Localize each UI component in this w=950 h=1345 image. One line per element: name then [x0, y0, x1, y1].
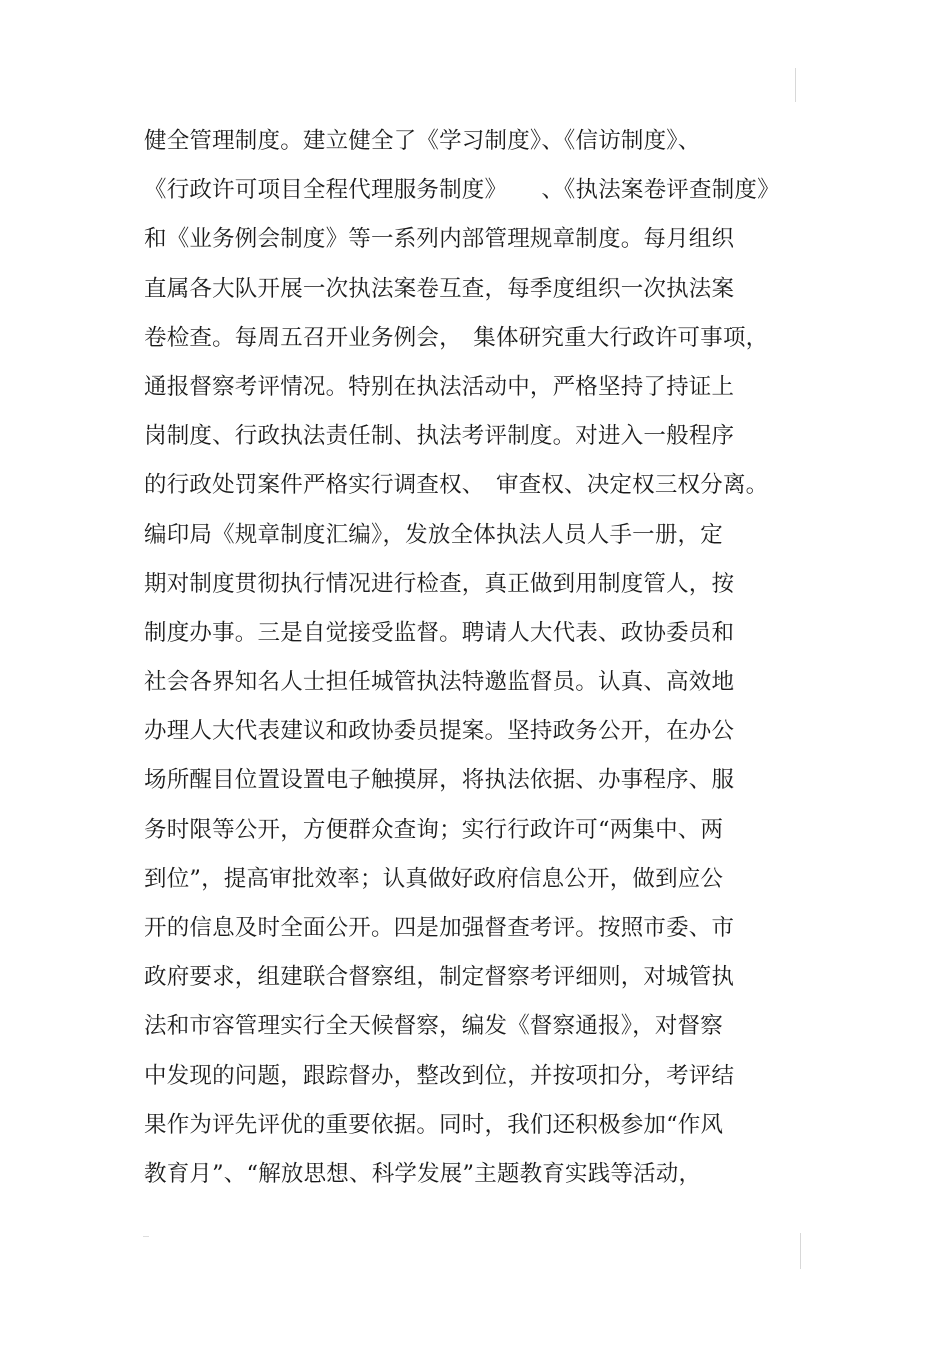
text-line: 法和市容管理实行全天候督察，编发《督察通报》，对督察 — [144, 1013, 723, 1040]
page-margin-mark-bottom — [800, 1233, 801, 1269]
text-line: 场所醒目位置设置电子触摸屏，将执法依据、办事程序、服 — [144, 767, 735, 794]
text-line: 果作为评先评优的重要依据。同时，我们还积极参加“作风 — [144, 1111, 724, 1138]
text-line: 编印局《规章制度汇编》，发放全体执法人员人手一册，定 — [144, 521, 723, 548]
text-line: 卷检查。每周五召开业务例会， 集体研究重大行政许可事项， — [144, 324, 769, 351]
page-margin-mark-top — [795, 68, 796, 102]
text-line: 期对制度贯彻执行情况进行检查，真正做到用制度管人，按 — [144, 570, 735, 597]
text-line: 直属各大队开展一次执法案卷互查，每季度组织一次执法案 — [144, 275, 735, 302]
text-line: 政府要求，组建联合督察组，制定督察考评细则，对城管执 — [144, 964, 735, 991]
text-line: 中发现的问题，跟踪督办，整改到位，并按项扣分，考评结 — [144, 1062, 735, 1089]
text-line: 务时限等公开，方便群众查询；实行行政许可“两集中、两 — [144, 816, 724, 843]
text-line: 制度办事。三是自觉接受监督。聘请人大代表、政协委员和 — [144, 619, 735, 646]
text-line: 办理人大代表建议和政协委员提案。坚持政务公开，在办公 — [144, 718, 735, 745]
text-line: 到位”，提高审批效率；认真做好政府信息公开，做到应公 — [144, 865, 724, 892]
text-line: 的行政处罚案件严格实行调查权、 审查权、决定权三权分离。 — [144, 472, 769, 499]
text-line: 岗制度、行政执法责任制、执法考评制度。对进入一般程序 — [144, 423, 735, 450]
text-line: 开的信息及时全面公开。四是加强督查考评。按照市委、市 — [144, 915, 735, 941]
page-margin-mark-bottom-left — [143, 1236, 149, 1237]
body-text — [144, 123, 804, 1205]
text-line: 和《业务例会制度》等一系列内部管理规章制度。每月组织 — [144, 226, 735, 253]
text-line: 健全管理制度。建立健全了《学习制度》、《信访制度》、 — [144, 128, 701, 154]
text-line: 《行政许可项目全程代理服务制度》 、《执法案卷评查制度》 — [144, 177, 780, 204]
text-line: 通报督察考评情况。特别在执法活动中，严格坚持了持证上 — [144, 373, 735, 400]
text-line: 教育月”、“解放思想、科学发展”主题教育实践等活动， — [144, 1160, 702, 1187]
text-line: 社会各界知名人士担任城管执法特邀监督员。认真、高效地 — [144, 669, 735, 696]
